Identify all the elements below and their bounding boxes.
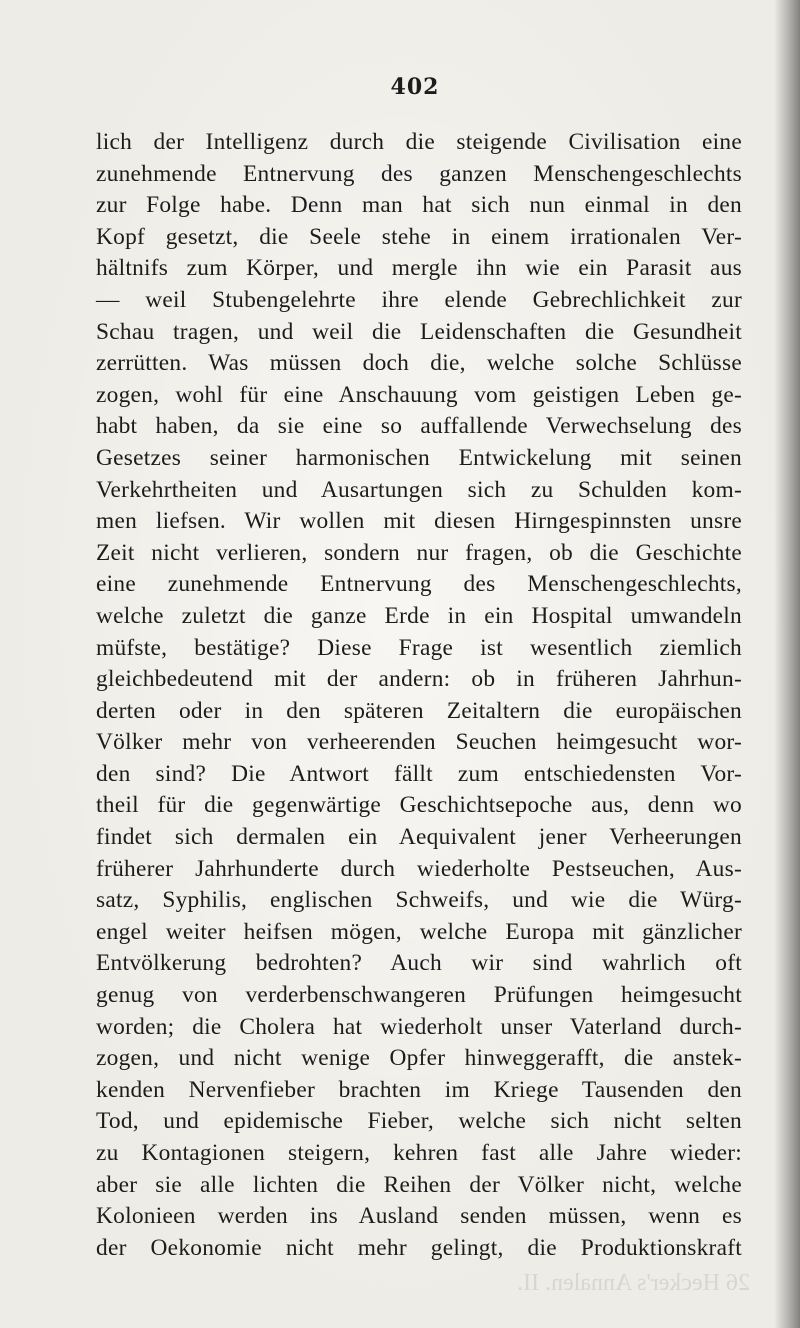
text-line: derten oder in den späteren Zeitaltern die europäischen — [96, 697, 742, 724]
text-line: hältnifs zum Körper, und mergle ihn wie ein Parasit aus — [96, 255, 742, 282]
text-line: theil für die gegenwärtige Geschichtsepoche aus, denn wo — [96, 792, 742, 819]
text-line: gleichbedeutend mit der andern: ob in früheren Jahrhun- — [96, 666, 742, 693]
text-line: eine zunehmende Entnervung des Menschengeschlechts, — [96, 571, 742, 598]
text-line: lich der Intelligenz durch die steigende Civilisation eine — [96, 129, 742, 155]
text-line: der Oekonomie nicht mehr gelingt, die Produktionskraft — [96, 1234, 742, 1261]
text-line: zogen, und nicht wenige Opfer hinweggerafft, die anstek- — [96, 1045, 742, 1072]
text-line: Zeit nicht verlieren, sondern nur fragen, ob die Geschichte — [96, 539, 742, 566]
text-line: Verkehrtheiten und Ausartungen sich zu Schulden kom- — [96, 476, 742, 503]
text-line: Schau tragen, und weil die Leidenschaften die Gesundheit — [96, 318, 742, 345]
text-line: Kolonieen werden ins Ausland senden müssen, wenn es — [96, 1203, 742, 1230]
text-line: zur Folge habe. Denn man hat sich nun einmal in den — [96, 192, 742, 219]
text-line: Tod, und epidemische Fieber, welche sich nicht selten — [96, 1108, 742, 1135]
text-line: zu Kontagionen steigern, kehren fast alle Jahre wieder: — [96, 1140, 742, 1166]
text-line: Entvölkerung bedrohten? Auch wir sind wahrlich oft — [96, 950, 742, 977]
text-line: den sind? Die Antwort fällt zum entschiedensten Vor- — [96, 760, 742, 787]
text-line: engel weiter heifsen mögen, welche Europa mit gänzlicher — [96, 918, 742, 945]
text-line: kenden Nervenfieber brachten im Kriege Tausenden den — [96, 1076, 742, 1103]
text-line: zunehmende Entnervung des ganzen Menschengeschlechts — [96, 160, 742, 187]
text-line: — weil Stubengelehrte ihre elende Gebrechlichkeit zur — [96, 286, 742, 313]
text-line: genug von verderbenschwangeren Prüfungen heimgesucht — [96, 982, 742, 1009]
text-line: zogen, wohl für eine Anschauung vom geistigen Leben ge- — [96, 381, 742, 408]
text-line: worden; die Cholera hat wiederholt unser Vaterland durch- — [96, 1013, 742, 1040]
text-line: Kopf gesetzt, die Seele stehe in einem irrationalen Ver- — [96, 223, 742, 250]
text-line: müfste, bestätige? Diese Frage ist wesentlich ziemlich — [96, 634, 742, 661]
text-line: Völker mehr von verheerenden Seuchen heimgesucht wor- — [96, 729, 742, 756]
bleed-through-text: 26 Hecker's Annalen. II. — [517, 1270, 750, 1296]
text-line: findet sich dermalen ein Aequivalent jener Verheerungen — [96, 824, 742, 851]
text-line: men liefsen. Wir wollen mit diesen Hirngespinnsten unsre — [96, 508, 742, 535]
text-line: satz, Syphilis, englischen Schweifs, und wie die Würg- — [96, 887, 742, 914]
text-line: aber sie alle lichten die Reihen der Völker nicht, welche — [96, 1171, 742, 1198]
page-number: 402 — [390, 74, 440, 100]
body-text — [96, 127, 742, 1264]
text-line: früherer Jahrhunderte durch wiederholte Pestseuchen, Aus- — [96, 855, 742, 882]
text-line: Gesetzes seiner harmonischen Entwickelung mit seinen — [96, 444, 742, 471]
text-line: habt haben, da sie eine so auffallende Verwechselung des — [96, 413, 742, 440]
spine-shadow — [774, 0, 800, 1328]
text-line: welche zuletzt die ganze Erde in ein Hospital umwandeln — [96, 602, 742, 629]
text-line: zerrütten. Was müssen doch die, welche solche Schlüsse — [96, 350, 742, 377]
